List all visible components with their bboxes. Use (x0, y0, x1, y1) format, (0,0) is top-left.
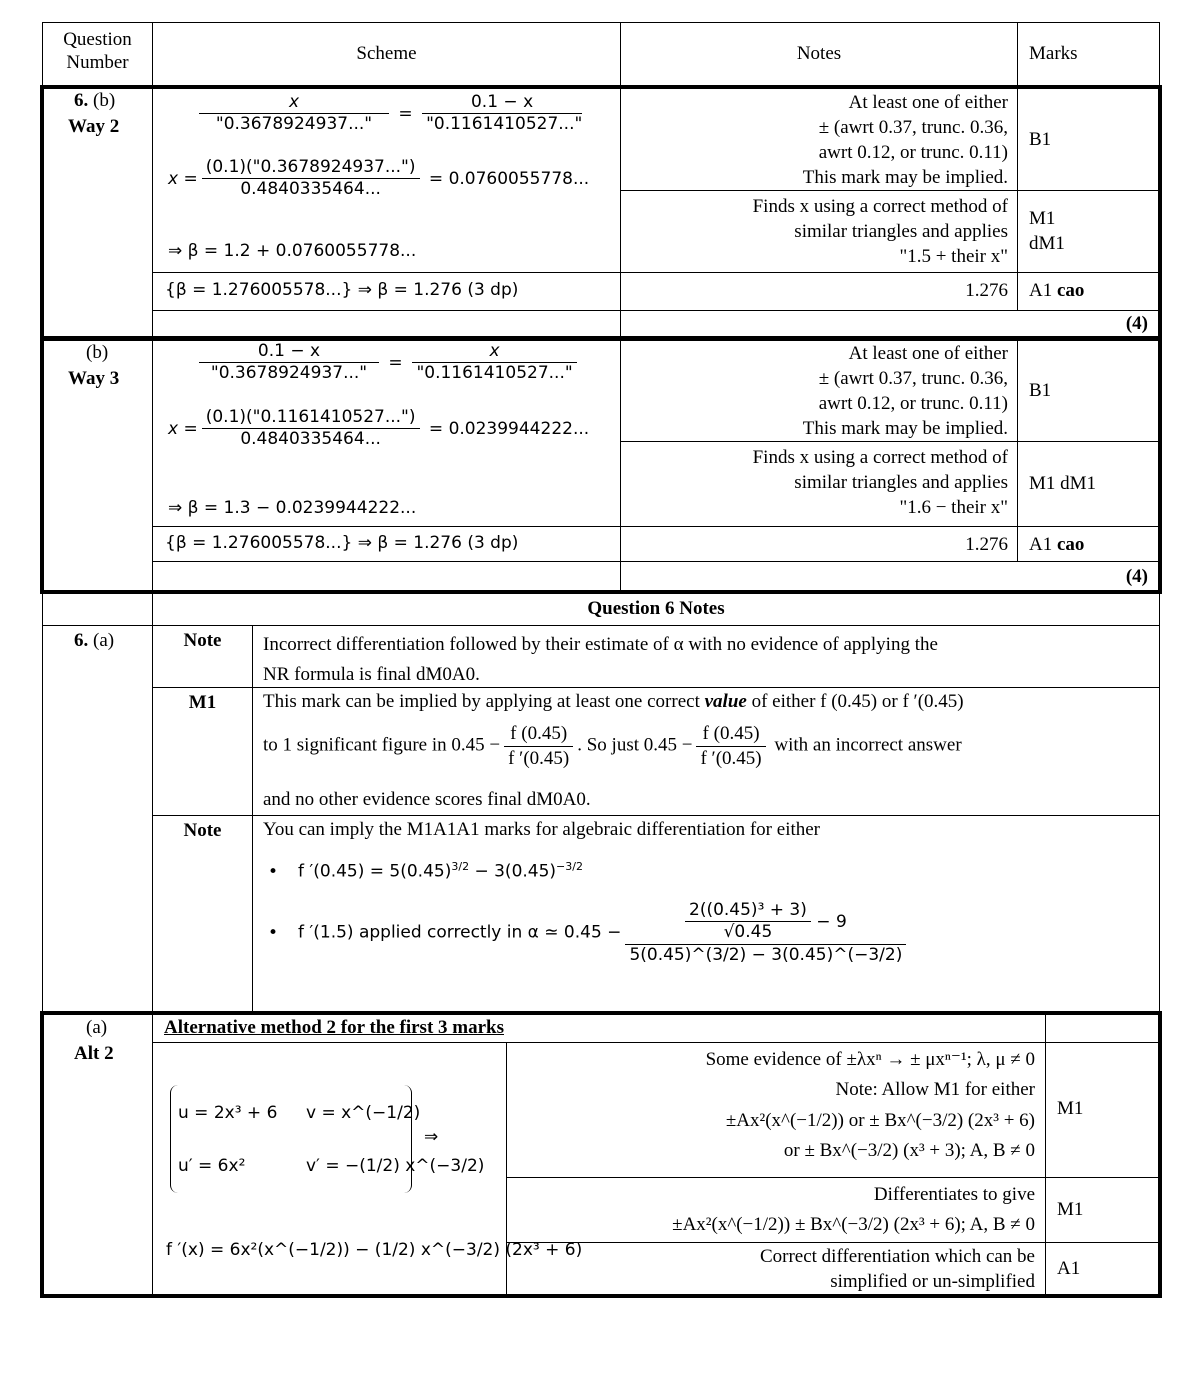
header-notes: Notes (620, 22, 1018, 86)
question-number: 6. (a) (74, 630, 115, 651)
beta-equation: ⇒ β = 1.3 − 0.0239944222... (168, 498, 417, 518)
derivative-result: f ′(x) = 6x²(x^(−1/2)) − (1/2) x^(−3/2) (2x³ + 6) (166, 1240, 583, 1260)
ratio-equation: $\frac{0.1 - x}{"0.3678924937..."}$ = $\frac{x}{"0.1161410527..."}$ (195, 341, 581, 385)
note-answer: 1.276 (965, 280, 1008, 301)
method-label: Alt 2 (74, 1043, 114, 1064)
mark-m1: M1 (1029, 208, 1056, 229)
note-b1: At least one of either ± (awrt 0.37, trunc. 0.36, awrt 0.12, or trunc. 0.11) This mark may be implied. (802, 92, 1008, 189)
mark-a1: A1 cao (1029, 280, 1085, 301)
v-def: v = x^(−1/2) (306, 1103, 421, 1123)
note-text: Incorrect differentiation followed by their estimate of α with no evidence of applying the NR formula is final dM0A0. (263, 634, 938, 686)
note-m1: Some evidence of ±λxⁿ → ± μxⁿ⁻¹; λ, μ ≠ 0 Note: Allow M1 for either ±Ax²(x^(−1/2)) or ± Bx^(−3/2) (2x³ + 6) or ± Bx^(−3/2) (x³ + 3); A, B ≠ 0 (705, 1049, 1035, 1162)
note-text: You can imply the M1A1A1 marks for algebraic differentiation for either (263, 819, 821, 840)
m1-note-line2: to 1 significant figure in 0.45 − $\frac{f (0.45)}{f '(0.45)}$ . So just 0.45 − $\frac{f (0.45)}{f '(0.45)}$ with an incorrect answer (263, 723, 962, 769)
notes-title: Question 6 Notes (587, 598, 725, 619)
note-m1: Finds x using a correct method of similar triangles and applies "1.5 + their x" (752, 196, 1008, 268)
m1-note-line1: This mark can be implied by applying at least one correct value of either f (0.45) or f ′(0.45) (263, 691, 964, 712)
m1-note-line3: and no other evidence scores final dM0A0. (263, 789, 591, 810)
question-part: (b) (86, 342, 109, 363)
implies-arrow: ⇒ (424, 1127, 439, 1147)
mark-m1: M1 (1057, 1098, 1084, 1119)
note-label: M1 (188, 692, 217, 713)
bullet-2: • f ′(1.5) applied correctly in α ≃ 0.45 − $\frac{\text{2((0.45)³ + 3)}}{√0.45}$ − 9 5(0.45)^(3/2) − 3(0.45)^(−3/2) (268, 900, 910, 966)
mark-m1-dm1: M1 dM1 (1029, 473, 1097, 494)
beta-equation: ⇒ β = 1.2 + 0.0760055778... (168, 241, 417, 261)
x-equation: x = $\frac{(0.1)("0.3678924937...")}{0.4840335464...}$ = 0.0760055778... (168, 157, 590, 200)
note-a1: Correct differentiation which can be simplified or un-simplified (759, 1246, 1035, 1292)
total-marks: (4) (1125, 566, 1148, 587)
u-deriv: u′ = 6x² (178, 1156, 246, 1176)
note-m1: Finds x using a correct method of similar triangles and applies "1.6 − their x" (752, 447, 1008, 519)
mark-b1: B1 (1029, 380, 1052, 401)
note-label: Note (183, 820, 222, 841)
header-question: Question Number (42, 22, 153, 86)
note-answer: 1.276 (965, 534, 1008, 555)
question-number: 6. (b) (74, 90, 116, 111)
note-b1: At least one of either ± (awrt 0.37, trunc. 0.36, awrt 0.12, or trunc. 0.11) This mark may be implied. (802, 343, 1008, 440)
mark-dm1: dM1 (1029, 233, 1065, 254)
final-answer: {β = 1.276005578...} ⇒ β = 1.276 (3 dp) (165, 280, 519, 300)
question-part: (a) (86, 1017, 108, 1038)
mark-m1-2: M1 (1057, 1199, 1084, 1220)
bullet-1: • f $'(0.45) = 5(0.45)^{3/2} - 3(0.45)^{-3/2}$ (268, 860, 583, 882)
header-scheme: Scheme (152, 22, 621, 86)
product-rule-brace (170, 1085, 412, 1193)
mark-a1: A1 (1057, 1258, 1081, 1279)
method-label: Way 3 (68, 368, 120, 389)
ratio-equation: $\frac{x}{"0.3678924937..."}$ = $\frac{0.1 - x}{"0.1161410527..."}$ (195, 92, 586, 136)
x-equation: x = $\frac{(0.1)("0.1161410527...")}{0.4840335464...}$ = 0.0239944222... (168, 407, 590, 450)
final-answer: {β = 1.276005578...} ⇒ β = 1.276 (3 dp) (165, 533, 519, 553)
header-marks: Marks (1017, 22, 1160, 86)
u-def: u = 2x³ + 6 (178, 1103, 278, 1123)
note-m1-2: Differentiates to give ±Ax²(x^(−1/2)) ± Bx^(−3/2) (2x³ + 6); A, B ≠ 0 (672, 1184, 1035, 1236)
v-deriv: v′ = −(1/2) x^(−3/2) (306, 1156, 485, 1176)
alt-title: Alternative method 2 for the first 3 marks (164, 1017, 504, 1038)
mark-b1: B1 (1029, 129, 1052, 150)
method-label: Way 2 (68, 116, 120, 137)
note-label: Note (183, 630, 222, 651)
total-marks: (4) (1125, 313, 1148, 334)
mark-a1: A1 cao (1029, 534, 1085, 555)
